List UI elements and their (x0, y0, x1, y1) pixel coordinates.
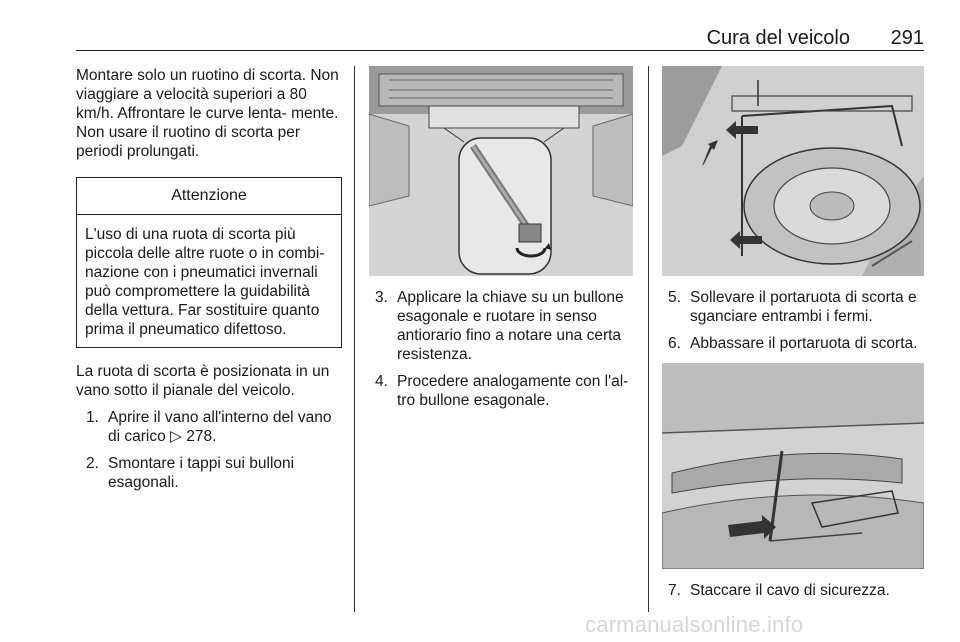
step-text: Sollevare il portaruota di scorta e sganciare entrambi i fermi. (690, 289, 917, 325)
step-item (375, 372, 633, 410)
watermark: carmanualsonline.info (585, 612, 804, 637)
page-title: Cura del veicolo (706, 27, 850, 49)
steps-list (662, 288, 926, 353)
column-left (76, 66, 342, 492)
page-header (76, 22, 924, 51)
step-item (668, 581, 926, 600)
step-number: 3. (375, 289, 388, 306)
step-number: 1. (86, 409, 99, 426)
step-item (86, 408, 342, 446)
step-number: 6. (668, 335, 681, 352)
step-item (668, 334, 926, 353)
step-number: 5. (668, 289, 681, 306)
warning-box (76, 177, 342, 348)
column-right (662, 66, 926, 600)
step-text: Applicare la chiave su un bullone esagonale e ruotare in senso antiorario fino a notare una certa resistenza. (397, 289, 624, 363)
figure-spare-wheel-carrier (662, 66, 924, 276)
figure-wrench-bolt (369, 66, 633, 276)
steps-list (369, 288, 633, 410)
step-text: Procedere analogamente con l'al- tro bullone esagonale. (397, 373, 629, 409)
column-divider (354, 66, 355, 612)
step-item (86, 454, 342, 492)
step-number: 2. (86, 455, 99, 472)
step-item (668, 288, 926, 326)
column-divider (648, 66, 649, 612)
steps-list (662, 581, 926, 600)
column-middle (369, 66, 633, 410)
page-number: 291 (890, 27, 924, 49)
warning-body: L'uso di una ruota di scorta più piccola delle altre ruote o in combi- nazione con i pneumatici invernali può compromettere la guidabilità della vettura. Far sostituire quanto prima il pneumatico difettoso. (85, 226, 325, 338)
location-paragraph: La ruota di scorta è posizionata in un vano sotto il pianale del veicolo. (76, 363, 330, 399)
step-text: Smontare i tappi sui bulloni esagonali. (108, 455, 295, 491)
step-text: Staccare il cavo di sicurezza. (690, 582, 890, 599)
step-text: Abbassare il portaruota di scorta. (690, 335, 918, 352)
steps-list (76, 408, 342, 492)
step-number: 7. (668, 582, 681, 599)
warning-title: Attenzione (77, 178, 341, 215)
step-number: 4. (375, 373, 388, 390)
figure-lowered-carrier (662, 363, 924, 569)
step-text: Aprire il vano all'interno del vano di carico ▷ 278. (108, 409, 332, 445)
intro-paragraph: Montare solo un ruotino di scorta. Non viaggiare a velocità superiori a 80 km/h. Affrontare le curve lenta- mente. Non usare il ruotino di scorta per periodi prolungati. (76, 67, 339, 160)
step-item (375, 288, 633, 364)
